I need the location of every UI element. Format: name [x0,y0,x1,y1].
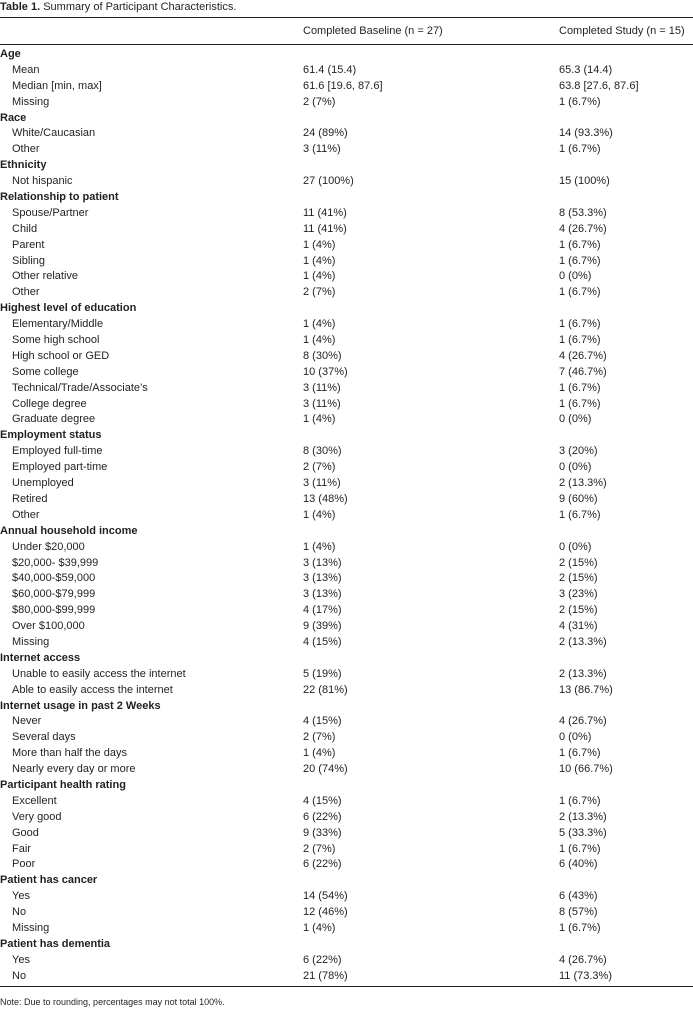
baseline-value: 3 (11%) [303,397,341,410]
row-label: Never [12,715,42,728]
section-heading: Ethnicity [0,159,47,172]
row-label: $60,000-$79,999 [12,588,96,601]
table-note: Note: Due to rounding, percentages may not total 100%. [0,997,225,1007]
row-label: Other [12,286,40,299]
study-value: 6 (40%) [559,858,598,871]
study-value: 13 (86.7%) [559,683,613,696]
baseline-value: 24 (89%) [303,127,348,140]
section-heading: Highest level of education [0,302,137,315]
baseline-value: 20 (74%) [303,763,348,776]
bottom-rule [0,986,693,987]
table-row [0,683,693,699]
study-value: 0 (0%) [559,270,592,283]
baseline-value: 61.4 (15.4) [303,63,357,76]
table-row [0,222,693,238]
study-value: 10 (66.7%) [559,763,613,776]
baseline-value: 6 (22%) [303,858,342,871]
table-row [0,79,693,95]
section-heading: Participant health rating [0,778,126,791]
study-value: 1 (6.7%) [559,318,601,331]
baseline-value: 2 (7%) [303,842,336,855]
table-caption [0,0,236,14]
table-row [0,381,693,397]
table-row [0,508,693,524]
baseline-value: 1 (4%) [303,334,336,347]
baseline-value: 2 (7%) [303,731,336,744]
row-label: Spouse/Partner [12,206,89,219]
section-heading: Patient has dementia [0,937,111,950]
row-label: Not hispanic [12,175,73,188]
row-label: Over $100,000 [12,620,85,633]
study-value: 0 (0%) [559,731,592,744]
row-label: Employed part-time [12,461,108,474]
table-row [0,842,693,858]
study-value: 2 (13.3%) [559,477,607,490]
section-heading: Annual household income [0,524,138,537]
baseline-value: 14 (54%) [303,890,348,903]
row-label: Unemployed [12,477,74,490]
row-label: College degree [12,397,87,410]
study-value: 1 (6.7%) [559,747,601,760]
table-row [0,349,693,365]
row-label: $40,000-$59,000 [12,572,96,585]
section-heading: Patient has cancer [0,874,98,887]
section-row [0,651,693,667]
row-label: More than half the days [12,747,127,760]
row-label: Mean [12,63,40,76]
study-value: 1 (6.7%) [559,842,601,855]
baseline-value: 10 (37%) [303,365,348,378]
baseline-value: 4 (15%) [303,794,342,807]
study-value: 0 (0%) [559,540,592,553]
baseline-value: 2 (7%) [303,286,336,299]
baseline-value: 3 (11%) [303,143,341,156]
table-row [0,540,693,556]
baseline-value: 6 (22%) [303,810,342,823]
row-label: Parent [12,238,45,251]
section-heading: Internet access [0,651,81,664]
study-value: 4 (26.7%) [559,715,607,728]
row-label: Very good [12,810,62,823]
table-row [0,587,693,603]
table-row [0,714,693,730]
baseline-value: 1 (4%) [303,254,336,267]
row-label: $20,000- $39,999 [12,556,99,569]
table-row [0,126,693,142]
table-row [0,762,693,778]
table-row [0,238,693,254]
table-row [0,969,693,985]
table-row [0,285,693,301]
row-label: Yes [12,890,30,903]
section-heading: Internet usage in past 2 Weeks [0,699,161,712]
section-row [0,158,693,174]
table-row [0,826,693,842]
table-row [0,460,693,476]
baseline-value: 11 (41%) [303,206,347,219]
row-label: Some college [12,365,79,378]
table-row [0,333,693,349]
section-row [0,937,693,953]
row-label: Other [12,508,40,521]
row-label: Other relative [12,270,79,283]
row-label: Graduate degree [12,413,96,426]
table-row [0,492,693,508]
row-label: Missing [12,635,50,648]
section-row [0,428,693,444]
baseline-value: 9 (33%) [303,826,342,839]
baseline-value: 1 (4%) [303,747,336,760]
header-rule [0,44,693,45]
row-label: Unable to easily access the internet [12,667,186,680]
baseline-value: 3 (13%) [303,588,342,601]
study-value: 1 (6.7%) [559,95,601,108]
study-value: 1 (6.7%) [559,397,601,410]
table-row [0,794,693,810]
table-row [0,746,693,762]
row-label: Able to easily access the internet [12,683,173,696]
row-label: Retired [12,492,48,505]
row-label: Nearly every day or more [12,763,136,776]
study-value: 1 (6.7%) [559,921,601,934]
table-row [0,667,693,683]
baseline-value: 3 (13%) [303,572,342,585]
row-label: White/Caucasian [12,127,96,140]
study-value: 1 (6.7%) [559,254,601,267]
baseline-value: 1 (4%) [303,413,336,426]
study-value: 11 (73.3%) [559,969,612,982]
baseline-value: 4 (15%) [303,715,342,728]
study-value: 9 (60%) [559,492,598,505]
baseline-value: 22 (81%) [303,683,348,696]
section-row [0,301,693,317]
table-row [0,571,693,587]
study-value: 15 (100%) [559,175,610,188]
baseline-value: 5 (19%) [303,667,342,680]
table-body [0,47,693,985]
study-value: 2 (15%) [559,556,598,569]
section-row [0,190,693,206]
study-value: 1 (6.7%) [559,334,601,347]
study-value: 1 (6.7%) [559,794,601,807]
baseline-value: 21 (78%) [303,969,348,982]
study-value: 2 (13.3%) [559,667,607,680]
table-row [0,95,693,111]
study-value: 2 (15%) [559,572,598,585]
table-row [0,556,693,572]
table-row [0,810,693,826]
baseline-value: 2 (7%) [303,95,336,108]
header-col-study: Completed Study (n = 15) [559,25,685,37]
baseline-value: 61.6 [19.6, 87.6] [303,79,383,92]
row-label: Poor [12,858,36,871]
table-row [0,412,693,428]
study-value: 1 (6.7%) [559,143,601,156]
baseline-value: 3 (11%) [303,381,341,394]
row-label: Elementary/Middle [12,318,104,331]
table-row [0,857,693,873]
table-row [0,317,693,333]
row-label: Missing [12,921,50,934]
baseline-value: 13 (48%) [303,492,348,505]
section-heading: Relationship to patient [0,191,119,204]
row-label: Fair [12,842,31,855]
table-row [0,206,693,222]
row-label: Under $20,000 [12,540,85,553]
section-row [0,699,693,715]
row-label: No [12,969,27,982]
table-row [0,619,693,635]
study-value: 4 (26.7%) [559,222,607,235]
study-value: 7 (46.7%) [559,365,607,378]
section-row [0,111,693,127]
row-label: Missing [12,95,50,108]
baseline-value: 1 (4%) [303,921,336,934]
baseline-value: 4 (15%) [303,635,342,648]
table-row [0,254,693,270]
section-heading: Race [0,111,27,124]
section-heading: Age [0,48,21,60]
row-label: Sibling [12,254,46,267]
study-value: 5 (33.3%) [559,826,607,839]
table-row [0,635,693,651]
table-row [0,397,693,413]
section-row [0,778,693,794]
row-label: Technical/Trade/Associate’s [12,381,148,394]
study-value: 0 (0%) [559,461,592,474]
table-label: Table 1. [0,1,41,13]
study-value: 4 (26.7%) [559,349,607,362]
table-row [0,63,693,79]
row-label: High school or GED [12,349,110,362]
row-label: $80,000-$99,999 [12,604,96,617]
study-value: 6 (43%) [559,890,598,903]
table-row [0,905,693,921]
table-row [0,476,693,492]
baseline-value: 1 (4%) [303,270,336,283]
table-title: Summary of Participant Characteristics. [43,1,237,13]
table-row [0,921,693,937]
table-row [0,269,693,285]
baseline-value: 2 (7%) [303,461,336,474]
baseline-value: 12 (46%) [303,906,348,919]
study-value: 14 (93.3%) [559,127,613,140]
baseline-value: 3 (13%) [303,556,342,569]
study-value: 63.8 [27.6, 87.6] [559,79,639,92]
table-row [0,953,693,969]
row-label: Other [12,143,40,156]
study-value: 1 (6.7%) [559,286,601,299]
baseline-value: 6 (22%) [303,953,342,966]
study-value: 2 (15%) [559,604,598,617]
baseline-value: 1 (4%) [303,238,336,251]
baseline-value: 3 (11%) [303,477,341,490]
table-row [0,730,693,746]
row-label: Yes [12,953,30,966]
table-row [0,142,693,158]
baseline-value: 1 (4%) [303,540,336,553]
table-row [0,889,693,905]
baseline-value: 8 (30%) [303,445,342,458]
header-col-baseline: Completed Baseline (n = 27) [303,25,443,37]
baseline-value: 11 (41%) [303,222,347,235]
table-row [0,444,693,460]
baseline-value: 1 (4%) [303,318,336,331]
study-value: 3 (20%) [559,445,598,458]
baseline-value: 1 (4%) [303,508,336,521]
row-label: Employed full-time [12,445,103,458]
top-rule [0,17,693,18]
row-label: Good [12,826,39,839]
baseline-value: 27 (100%) [303,175,354,188]
table-row [0,603,693,619]
row-label: Child [12,222,38,235]
study-value: 1 (6.7%) [559,508,601,521]
study-value: 8 (53.3%) [559,206,607,219]
row-label: Some high school [12,334,100,347]
baseline-value: 4 (17%) [303,604,342,617]
section-row [0,524,693,540]
study-value: 0 (0%) [559,413,592,426]
study-value: 3 (23%) [559,588,598,601]
study-value: 4 (31%) [559,620,598,633]
row-label: Median [min, max] [12,79,102,92]
table-row [0,174,693,190]
study-value: 65.3 (14.4) [559,63,613,76]
study-value: 4 (26.7%) [559,953,607,966]
study-value: 2 (13.3%) [559,635,607,648]
study-value: 1 (6.7%) [559,381,601,394]
baseline-value: 8 (30%) [303,349,342,362]
baseline-value: 9 (39%) [303,620,342,633]
section-row [0,47,693,63]
row-label: No [12,906,27,919]
study-value: 1 (6.7%) [559,238,601,251]
section-row [0,873,693,889]
section-heading: Employment status [0,429,102,442]
row-label: Several days [12,731,76,744]
study-value: 2 (13.3%) [559,810,607,823]
study-value: 8 (57%) [559,906,598,919]
row-label: Excellent [12,794,57,807]
table-row [0,365,693,381]
